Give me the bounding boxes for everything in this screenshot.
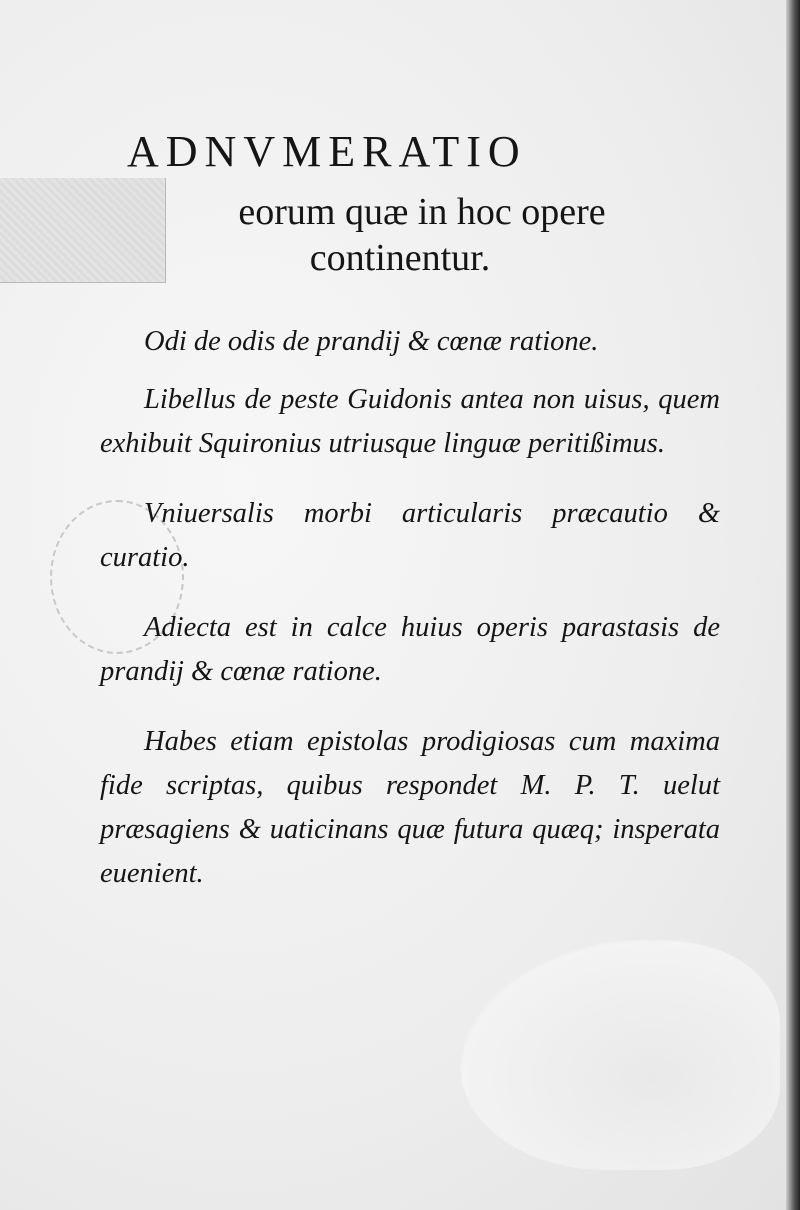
contents-entry: Vniuersalis morbi articularis præcautio & curatio. bbox=[100, 498, 720, 573]
contents-entry: Habes etiam epistolas prodigiosas cum maxima fide scriptas, quibus respondet M. P. T. uelut præsagiens & uaticinans quæ futura quæq; insperata euenient. bbox=[100, 726, 720, 889]
contents-entry: Libellus de peste Guidonis antea non uisus, quem exhibuit Squironius utriusque linguæ peritißimus. bbox=[100, 384, 720, 459]
pasted-paper-label bbox=[0, 178, 166, 283]
contents-entry: Odi de odis de prandij & cœnæ ratione. bbox=[144, 326, 599, 357]
page-edge-shadow bbox=[786, 0, 800, 1210]
heading-subtitle-line2: continentur. bbox=[309, 237, 491, 279]
water-stain bbox=[460, 940, 780, 1170]
heading-subtitle-line1: eorum quæ in hoc opere bbox=[238, 191, 606, 233]
heading-title: ADNVMERATIO bbox=[127, 127, 527, 176]
contents-entry: Adiecta est in calce huius operis parastasis de prandij & cœnæ ratione. bbox=[100, 612, 720, 687]
contents-list bbox=[100, 320, 720, 922]
